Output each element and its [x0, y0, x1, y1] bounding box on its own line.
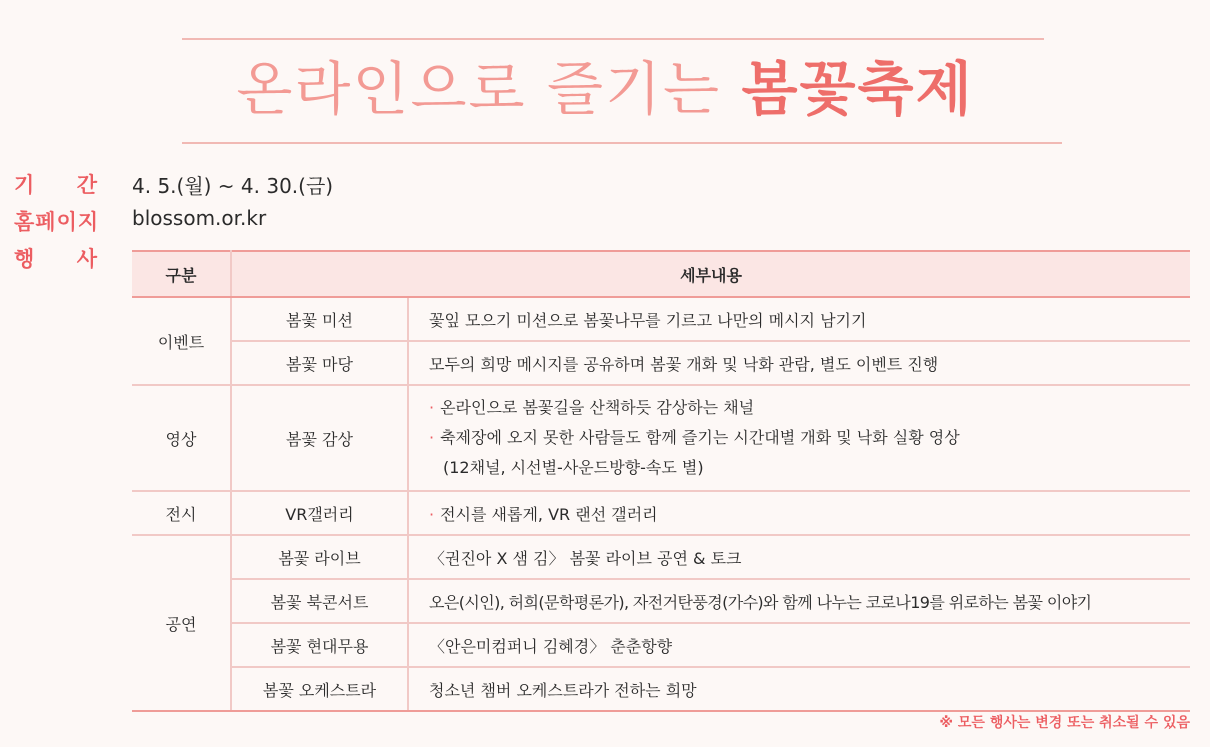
item-name: 봄꽃 미션 [231, 297, 408, 341]
item-desc: 꽃잎 모으기 미션으로 봄꽃나무를 기르고 나만의 메시지 남기기 [408, 297, 1190, 341]
item-name: VR갤러리 [231, 491, 408, 535]
top-rule [182, 38, 1044, 40]
period-value: 4. 5.(월) ~ 4. 30.(금) [132, 174, 334, 198]
item-name: 봄꽃 마당 [231, 341, 408, 385]
bullet-icon: · [429, 428, 435, 447]
page-title [0, 54, 1210, 124]
group-performance: 공연 [132, 535, 231, 711]
bullet-icon: · [429, 504, 435, 524]
item-name: 봄꽃 현대무용 [231, 623, 408, 667]
table-row [132, 297, 1190, 341]
period-label: 기 간 [14, 173, 98, 197]
group-exhibit: 전시 [132, 491, 231, 535]
table-row [132, 535, 1190, 579]
table-row [132, 385, 1190, 491]
bullet-icon: · [429, 398, 435, 417]
item-desc: · 전시를 새롭게, VR 랜선 갤러리 [408, 491, 1190, 535]
item-desc: 〈권진아 X 샘 김〉 봄꽃 라이브 공연 & 토크 [408, 535, 1190, 579]
bottom-rule [182, 142, 1062, 144]
desc-line: · 축제장에 오지 못한 사람들도 함께 즐기는 시간대별 개화 및 낙화 실황 영상 [429, 428, 960, 447]
desc-line: · 온라인으로 봄꽃길을 산책하듯 감상하는 채널 [429, 398, 755, 417]
table-row [132, 341, 1190, 385]
event-label: 행 사 [14, 247, 98, 271]
footnote: ※ 모든 행사는 변경 또는 취소될 수 있음 [939, 715, 1190, 731]
title-regular: 온라인으로 즐기는 [236, 55, 722, 123]
homepage-label: 홈페이지 [14, 210, 100, 234]
header-details: 세부내용 [231, 251, 1190, 297]
table-row [132, 579, 1190, 623]
item-desc [408, 385, 1190, 491]
events-table [132, 250, 1190, 712]
table-header-row [132, 251, 1190, 297]
item-name: 봄꽃 라이브 [231, 535, 408, 579]
table-row [132, 491, 1190, 535]
item-name: 봄꽃 오케스트라 [231, 667, 408, 711]
item-desc: 오은(시인), 허희(문학평론가), 자전거탄풍경(가수)와 함께 나누는 코로나19를 위로하는 봄꽃 이야기 [408, 579, 1190, 623]
item-desc: 〈안은미컴퍼니 김혜경〉 춘춘항향 [408, 623, 1190, 667]
group-event: 이벤트 [132, 297, 231, 385]
header-category: 구분 [132, 251, 231, 297]
table-row [132, 667, 1190, 711]
homepage-value: blossom.or.kr [132, 206, 267, 230]
item-name: 봄꽃 감상 [231, 385, 408, 491]
item-name: 봄꽃 북콘서트 [231, 579, 408, 623]
item-desc: 청소년 챔버 오케스트라가 전하는 희망 [408, 667, 1190, 711]
table-row [132, 623, 1190, 667]
group-video: 영상 [132, 385, 231, 491]
desc-line: (12채널, 시선별-사운드방향-속도 별) [443, 458, 704, 477]
item-desc: 모두의 희망 메시지를 공유하며 봄꽃 개화 및 낙화 관람, 별도 이벤트 진행 [408, 341, 1190, 385]
title-bold: 봄꽃축제 [741, 55, 974, 123]
